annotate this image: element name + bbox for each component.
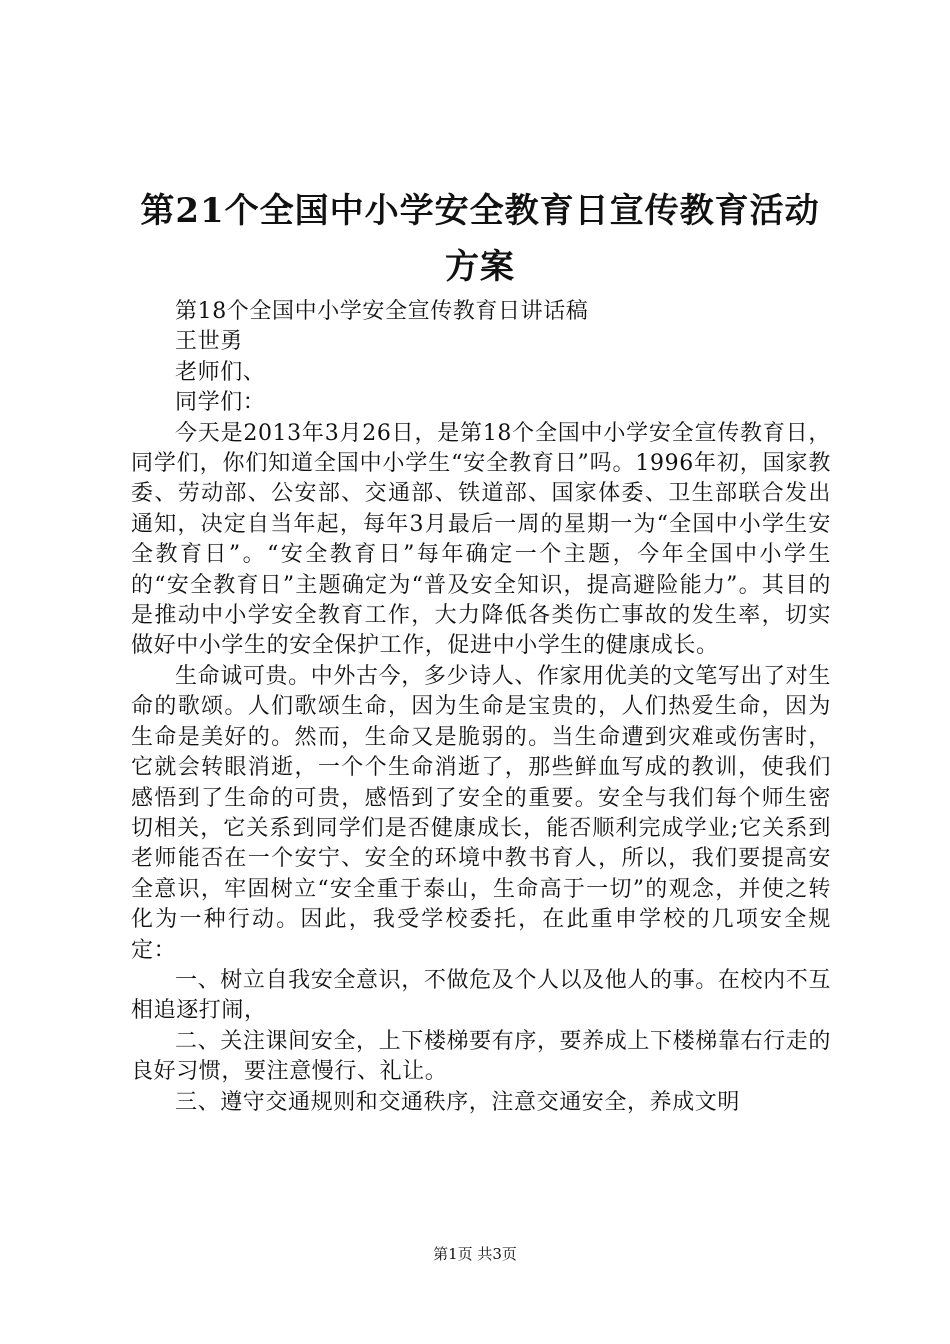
rule-item: 三、遵守交通规则和交通秩序，注意交通安全，养成文明: [175, 1089, 741, 1115]
document-body: [131, 297, 831, 1118]
rule-item: 二、关注课间安全，上下楼梯要有序，要养成上下楼梯靠右行走的良好习惯，要注意慢行、礼让。: [131, 1028, 831, 1085]
body-paragraph: 生命诚可贵。中外古今，多少诗人、作家用优美的文笔写出了对生命的歌颂。人们歌颂生命，因为生命是宝贵的，人们热爱生命，因为生命是美好的。然而，生命又是脆弱的。当生命遭到灾难或伤害时，它就会转眼消逝，一个个生命消逝了，那些鲜血写成的教训，使我们感悟到了生命的可贵，感悟到了安全的重要。安全与我们每个师生密切相关，它关系到同学们是否健康成长，能否顺利完成学业;它关系到老师能否在一个安宁、安全的环境中教书育人，所以，我们要提高安全意识，牢固树立“安全重于泰山，生命高于一切”的观念，并使之转化为一种行动。因此，我受学校委托，在此重申学校的几项安全规定：: [131, 663, 831, 963]
salutation-teachers: 老师们、: [175, 359, 266, 385]
salutation-students: 同学们：: [175, 390, 266, 416]
rule-item: 一、树立自我安全意识，不做危及个人以及他人的事。在校内不互相追逐打闹，: [131, 967, 831, 1024]
speech-title: 第18个全国中小学安全宣传教育日讲话稿: [175, 299, 589, 324]
speaker-name: 王世勇: [175, 329, 243, 355]
document-title: 第21个全国中小学安全教育日宣传教育活动方案: [140, 191, 820, 287]
body-paragraph: 今天是2013年3月26日，是第18个全国中小学安全宣传教育日，同学们，你们知道全国中小学生“安全教育日”吗。1996年初，国家教委、劳动部、公安部、交通部、铁道部、国家体委、卫生部联合发出通知，决定自当年起，每年3月最后一周的星期一为“全国中小学生安全教育日”。“安全教育日”每年确定一个主题，今年全国中小学生的“安全教育日”主题确定为“普及安全知识，提高避险能力”。其目的是推动中小学安全教育工作，大力降低各类伤亡事故的发生率，切实做好中小学生的安全保护工作，促进中小学生的健康成长。: [131, 420, 831, 659]
page-footer: 第1页 共3页: [433, 1245, 517, 1263]
